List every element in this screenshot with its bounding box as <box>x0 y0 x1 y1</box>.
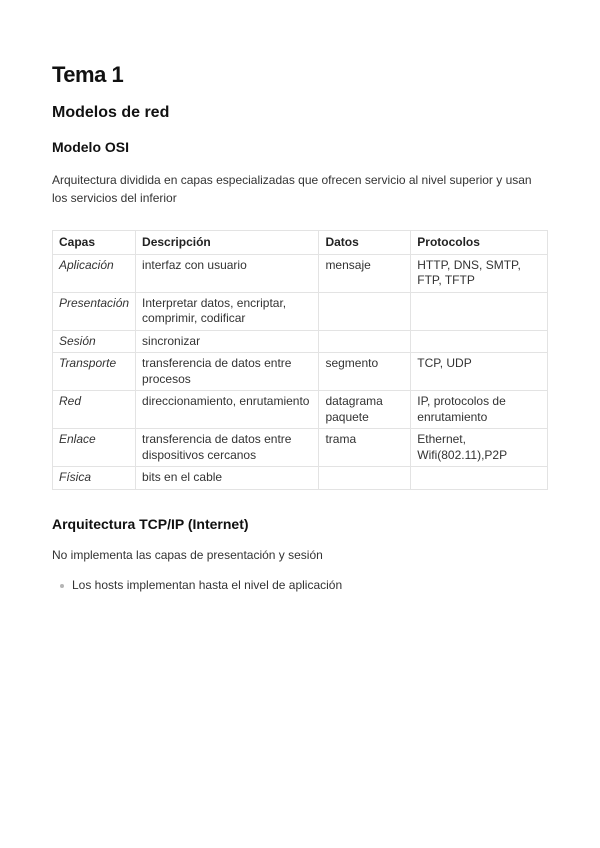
layer-protocols <box>411 254 548 292</box>
layer-protocols <box>411 292 548 330</box>
layer-name: Aplicación <box>53 254 136 292</box>
section-heading: Modelos de red <box>52 104 170 121</box>
osi-heading: Modelo OSI <box>52 139 129 155</box>
description-line: transferencia de datos entre <box>142 432 292 446</box>
description-line: interfaz con usuario <box>142 257 247 272</box>
description-line: procesos <box>142 371 191 386</box>
layer-protocols <box>411 330 548 353</box>
table-row <box>53 330 548 353</box>
layer-name: Física <box>53 467 136 490</box>
protocols-line: Ethernet, <box>417 432 466 446</box>
layer-description <box>136 353 319 391</box>
description-line: transferencia de datos entre <box>142 356 292 370</box>
layer-name: Sesión <box>53 330 136 353</box>
description-line: bits en el cable <box>142 470 223 484</box>
column-header-capas: Capas <box>53 231 136 255</box>
table-row <box>53 391 548 429</box>
protocols-line: TCP, UDP <box>417 356 472 370</box>
protocols-line: IP, protocolos de <box>417 394 506 408</box>
table-row <box>53 292 548 330</box>
column-header-protocolos: Protocolos <box>411 231 548 255</box>
data-unit-line: trama <box>325 432 357 446</box>
protocols-line: enrutamiento <box>417 409 488 424</box>
layer-description <box>136 391 319 429</box>
layer-description <box>136 330 319 353</box>
bullet-dot-icon <box>60 584 64 588</box>
layer-data-unit <box>319 254 411 292</box>
osi-intro <box>52 171 548 207</box>
data-unit-line: mensaje <box>325 257 371 272</box>
tcpip-heading: Arquitectura TCP/IP (Internet) <box>52 516 249 532</box>
layer-name: Transporte <box>53 353 136 391</box>
layer-protocols <box>411 467 548 490</box>
description-line: sincronizar <box>142 333 201 348</box>
layer-protocols <box>411 391 548 429</box>
table-header-row <box>53 231 548 255</box>
layer-protocols <box>411 429 548 467</box>
column-header-descripcion: Descripción <box>136 231 319 255</box>
protocols-line: Wifi(802.11),P2P <box>417 447 508 462</box>
layer-data-unit <box>319 429 411 467</box>
osi-intro-line2: los servicios del inferior <box>52 191 177 205</box>
table-row <box>53 254 548 292</box>
list-item <box>52 576 342 594</box>
tcpip-bullet-list <box>52 576 342 594</box>
description-line: dispositivos cercanos <box>142 447 257 462</box>
layer-data-unit <box>319 292 411 330</box>
layer-data-unit <box>319 353 411 391</box>
column-header-datos: Datos <box>319 231 411 255</box>
layer-description <box>136 292 319 330</box>
layer-data-unit <box>319 391 411 429</box>
data-unit-line: segmento <box>325 356 379 370</box>
table-row <box>53 429 548 467</box>
protocols-line: FTP, TFTP <box>417 273 475 287</box>
tcpip-description: No implementa las capas de presentación y sesión <box>52 548 323 562</box>
layer-description <box>136 254 319 292</box>
data-unit-line: datagrama <box>325 394 383 408</box>
layer-description <box>136 429 319 467</box>
description-line: Interpretar datos, encriptar, <box>142 295 287 310</box>
layer-protocols <box>411 353 548 391</box>
layer-description <box>136 467 319 490</box>
description-line: comprimir, codificar <box>142 311 246 325</box>
osi-intro-line1: Arquitectura dividida en capas especializadas que ofrecen servicio al nivel superior y usan <box>52 173 532 187</box>
description-line: direccionamiento, enrutamiento <box>142 394 310 408</box>
layer-name: Red <box>53 391 136 429</box>
list-item-text: Los hosts implementan hasta el nivel de aplicación <box>72 578 343 592</box>
layer-name: Presentación <box>53 292 136 330</box>
osi-table <box>52 230 548 490</box>
page-title: Tema 1 <box>52 62 124 87</box>
layer-data-unit <box>319 330 411 353</box>
layer-name: Enlace <box>53 429 136 467</box>
data-unit-line: paquete <box>325 409 369 424</box>
protocols-line: HTTP, DNS, SMTP, <box>417 257 521 272</box>
table-row <box>53 467 548 490</box>
layer-data-unit <box>319 467 411 490</box>
table-row <box>53 353 548 391</box>
